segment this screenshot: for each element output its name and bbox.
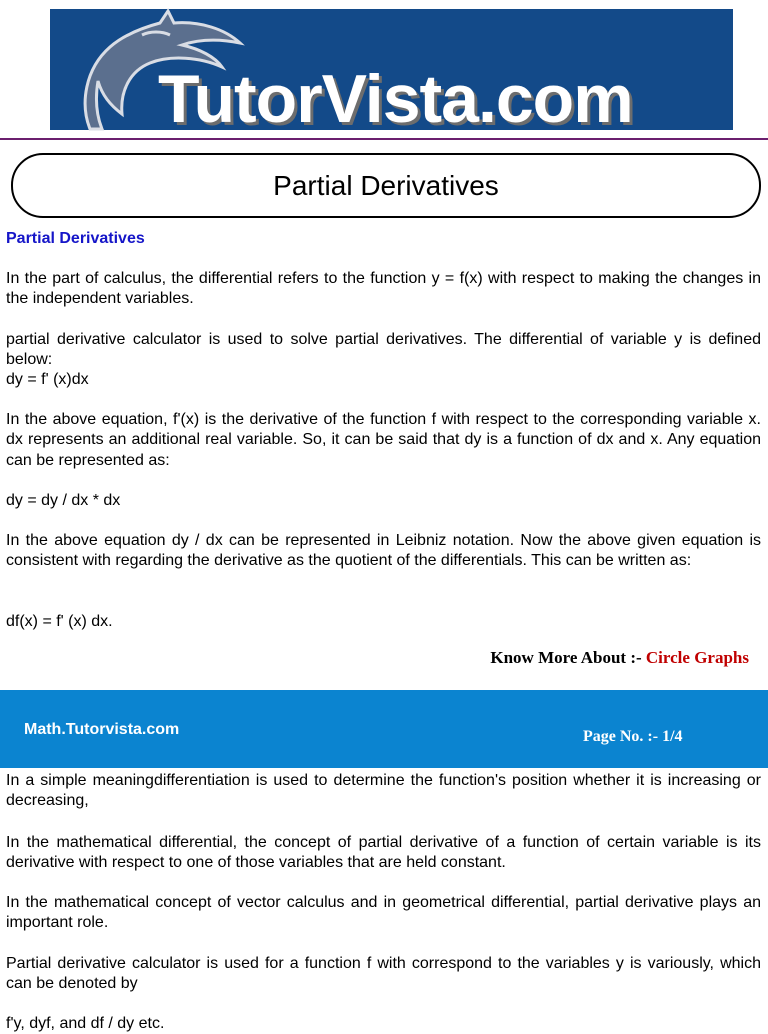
footer-site-link[interactable]: Math.Tutorvista.com: [24, 721, 180, 738]
footer-bar: [0, 690, 768, 768]
equation: df(x) = f' (x) dx.: [6, 613, 113, 630]
header-divider: [0, 138, 768, 140]
paragraph: In the mathematical concept of vector calculus and in geometrical differential, partial derivative plays an important role.: [6, 894, 761, 932]
paragraph: In the above equation, f'(x) is the derivative of the function f with respect to the corresponding variable x. dx represents an additional real variable. So, it can be said that dy is a function of dx and x. Any equation can be represented as:: [6, 411, 761, 469]
paragraph: In the part of calculus, the differential refers to the function y = f(x) with respect to making the changes in the independent variables.: [6, 270, 761, 308]
page-title: Partial Derivatives: [273, 169, 499, 201]
equation: f'y, dyf, and df / dy etc.: [6, 1015, 165, 1032]
section-heading: Partial Derivatives: [6, 230, 145, 247]
paragraph: Partial derivative calculator is used for a function f with correspond to the variables y is variously, which can be denoted by: [6, 955, 761, 993]
tutorvista-logo-banner[interactable]: [50, 9, 761, 137]
know-more-label: Know More About :-: [490, 648, 646, 667]
page-number: Page No. :- 1/4: [583, 728, 683, 745]
logo-text: TutorVista.com: [158, 61, 633, 137]
paragraph: In the mathematical differential, the concept of partial derivative of a function of certain variable is its derivative with respect to one of those variables that are held constant.: [6, 834, 761, 872]
title-box: [11, 153, 761, 218]
equation: dy = f' (x)dx: [6, 371, 89, 388]
know-more: [490, 648, 749, 668]
paragraph: In the above equation dy / dx can be represented in Leibniz notation. Now the above given equation is consistent with regarding the derivative as the quotient of the differentials. This can be written as:: [6, 532, 761, 570]
paragraph: In a simple meaningdifferentiation is used to determine the function's position whether it is increasing or decreasing,: [6, 772, 761, 810]
trademark-mark: TM: [740, 87, 761, 103]
paragraph: partial derivative calculator is used to solve partial derivatives. The differential of variable y is defined below:: [6, 331, 761, 369]
circle-graphs-link[interactable]: Circle Graphs: [645, 648, 749, 667]
equation: dy = dy / dx * dx: [6, 492, 121, 509]
